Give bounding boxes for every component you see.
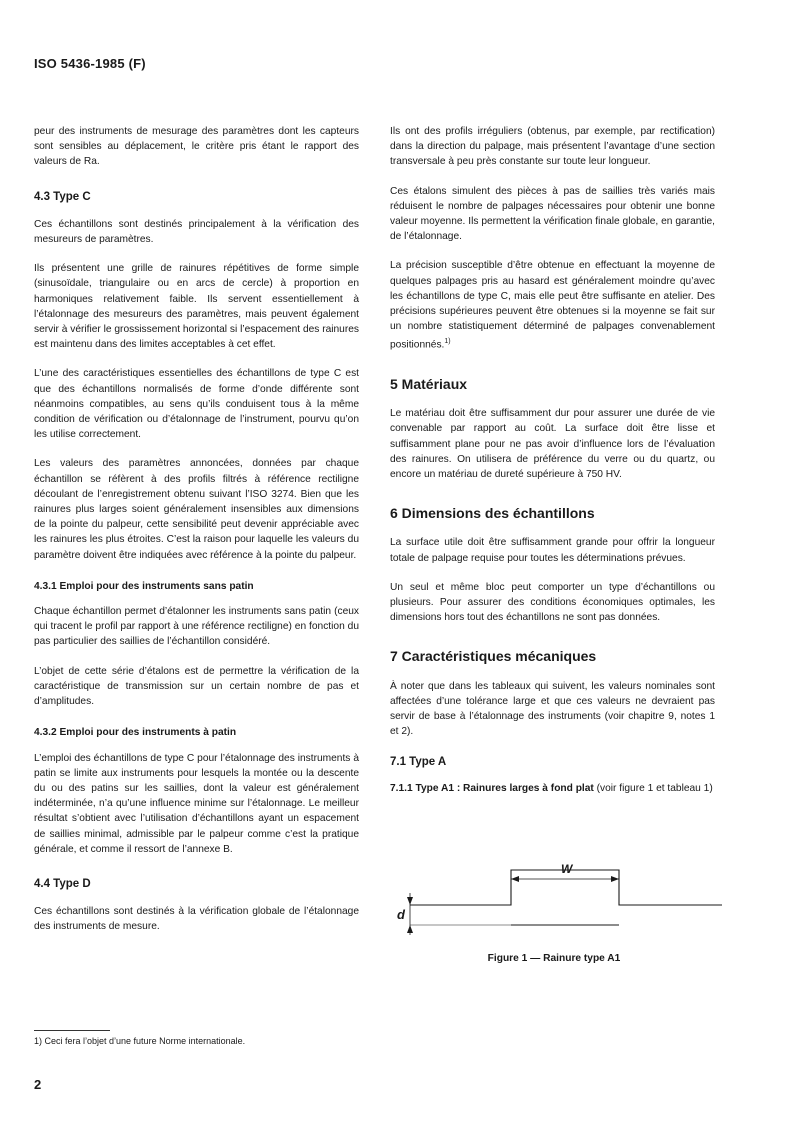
paragraph: Ces échantillons sont destinés à la vérification globale de l’étalonnage des instruments de mesure. <box>34 906 359 933</box>
document-header: ISO 5436-1985 (F) <box>34 56 146 71</box>
paragraph: Les valeurs des paramètres annoncées, données par chaque échantillon se réfèrent à des profils filtrés à référence rectiligne découlant de l’enregistrement obtenu suivant l’ISO 3274. Bien que les rainures plus larges soient généralement insensibles aux dimensions de la pointe du palpeur, cette sensibilité peut devenir appréciable avec les rainures les plus étroites. C’est la raison pour laquelle les valeurs du paramètre doivent être indiquées avec référence à la pointe du palpeur. <box>34 458 359 561</box>
section-heading-4-3: 4.3 Type C <box>34 190 91 203</box>
paragraph: La surface utile doit être suffisamment grande pour offrir la longueur totale de palpage requise pour toutes les déterminations prévues. <box>390 537 715 564</box>
footnote: 1) Ceci fera l’objet d’une future Norme internationale. <box>34 1036 246 1046</box>
paragraph: Le matériau doit être suffisamment dur pour assurer une durée de vie convenable par rapport au coût. La surface doit être lisse et suffisamment plane pour ne pas avoir d’influence lors de l’évaluation des rainures. On utilisera de préférence du verre ou du quartz, ou encore un matériau de dureté supérieure à 750 HV. <box>390 408 715 481</box>
paragraph: Chaque échantillon permet d’étalonner les instruments sans patin (ceux qui tracent le profil par rapport à une référence rectiligne) en fonction du pas particulier des saillies de l’échantillon considéré. <box>34 606 359 648</box>
paragraph-text: (voir figure 1 et tableau 1) <box>593 782 713 794</box>
paragraph: L’objet de cette série d’étalons est de permettre la vérification de la caractéristique de transmission sur un certain nombre de pas et d’amplitudes. <box>34 665 359 708</box>
paragraph: À noter que dans les tableaux qui suivent, les valeurs nominales sont affectées d’une tolérance large et que ces valeurs ne devraient pas servir de base à l’étalonnage des instruments (voir chapitre 9, notes 1 et 2). <box>390 680 715 738</box>
figure-1-groove-diagram <box>384 855 724 955</box>
footnote-rule <box>34 1030 110 1031</box>
paragraph <box>390 781 715 796</box>
page-number: 2 <box>34 1077 42 1092</box>
section-heading-4-4: 4.4 Type D <box>34 877 91 890</box>
paragraph: Ces étalons simulent des pièces à pas de saillies très variés mais réduisent le nombre de palpages nécessaires pour obtenir une bonne valeur moyenne. Ils permettent la vérification finale globale, en garantie, de l’étalonnage. <box>390 185 715 243</box>
paragraph: Ils présentent une grille de rainures répétitives de forme simple (sinusoïdale, triangulaire ou en arcs de cercle) à proportion en harmoniques relativement faible. Ils servent essentiellement à l’étalonnage des mesureurs des paramètres, mais peuvent également servir à vérifier le grossissement horizontal si l’espacement des rainures est maintenu dans des limites acceptables à cet effet. <box>34 263 360 351</box>
paragraph: L’emploi des échantillons de type C pour l’étalonnage des instruments à patin se limite aux instruments pour lesquels la montée ou la descente du ou des patins sur les saillies, dont la valeur est généralement indéterminée, n’a qu’une influence minime sur l’étalonnage. Le meilleur résultat s’obtient avec l’utilisation d’échantillons ayant un espacement de saillies minimal, admissible par le palpeur comme c’est la pratique générale, et comme il ressort de l’annexe B. <box>34 752 359 855</box>
d-arrow-top <box>407 897 413 905</box>
subsection-heading-4-3-2: 4.3.2 Emploi pour des instruments à patin <box>34 727 237 739</box>
w-label: W <box>561 862 573 876</box>
right-column <box>390 124 715 810</box>
section-heading-7: 7 Caractéristiques mécaniques <box>390 648 597 665</box>
figure-caption: Figure 1 — Rainure type A1 <box>487 953 621 964</box>
section-heading-6: 6 Dimensions des échantillons <box>390 505 595 522</box>
paragraph <box>390 258 715 353</box>
subsection-heading-7-1: 7.1 Type A <box>390 756 447 769</box>
paragraph: L’une des caractéristiques essentielles des échantillons de type C est que des échantillons normalisés de forme d’onde différente sont néanmoins compatibles, au sens qu’ils conduisent tous à la même condition de vérification ou d’étalonnage de l’instrument, pourvu qu’on les utilise correctement. <box>34 368 359 441</box>
w-arrow-right <box>611 876 619 882</box>
paragraph: Ces échantillons sont destinés principalement à la vérification des mesureurs de paramètres. <box>34 218 359 246</box>
paragraph-text: La précision susceptible d’être obtenue en effectuant la moyenne de quelques palpages pris au hasard est généralement moindre qu’avec les échantillons de type C, mais elle peut être suffisante en atelier. Des précisions supérieures peuvent être obtenues si la moyenne se fait sur un nombre statistiquement déterminé de palpages convenablement positionnés. <box>390 260 715 351</box>
subsection-heading-4-3-1: 4.3.1 Emploi pour des instruments sans patin <box>34 580 254 592</box>
subsection-heading-7-1-1: 7.1.1 Type A1 : Rainures larges à fond plat <box>390 782 594 794</box>
left-column <box>34 124 359 949</box>
section-heading-5: 5 Matériaux <box>390 376 468 393</box>
paragraph: peur des instruments de mesurage des paramètres dont les capteurs sont sensibles au déplacement, le critère pris étant le rapport des valeurs de Ra. <box>34 126 359 168</box>
paragraph: Ils ont des profils irréguliers (obtenus, par exemple, par rectification) dans la direction du palpage, mais présentent l’avantage d’une section transversale à peu près constante sur toute leur longueur. <box>390 126 715 168</box>
paragraph: Un seul et même bloc peut comporter un type d’échantillons ou plusieurs. Pour assurer des conditions économiques optimales, les dimensions hors tout des échantillons ne sont pas données. <box>390 581 715 624</box>
footnote-reference: 1) <box>444 338 451 346</box>
d-label: d <box>397 907 405 922</box>
d-arrow-bottom <box>407 925 413 933</box>
w-arrow-left <box>511 876 519 882</box>
